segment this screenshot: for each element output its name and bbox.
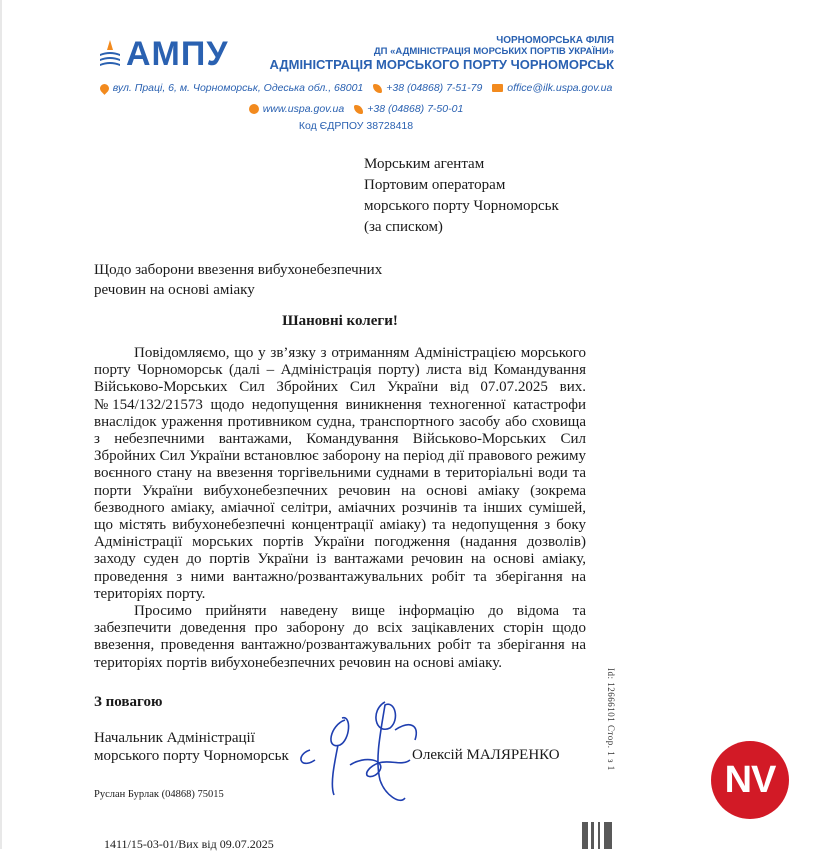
nv-watermark-logo [711, 741, 789, 819]
addressee-line-3: морського порту Чорноморськ [364, 198, 559, 214]
position-line-2: морського порту Чорноморськ [94, 748, 289, 764]
addressee-line-4: (за списком) [364, 219, 443, 235]
phone2-item [354, 103, 463, 115]
mail-icon [492, 84, 503, 92]
greeting: Шановні колеги! [282, 313, 398, 329]
regards: З повагою [94, 694, 163, 710]
nv-watermark-text: NV [724, 758, 776, 801]
website-item[interactable] [249, 103, 345, 115]
address-item [100, 82, 364, 94]
addressee-line-2: Портовим операторам [364, 177, 506, 193]
position-line-1: Начальник Адміністрації [94, 730, 255, 746]
subject-line-1: Щодо заборони ввезення вибухонебезпечних [94, 262, 383, 278]
letter-body [94, 345, 586, 672]
email-text[interactable]: office@ilk.uspa.gov.ua [507, 82, 613, 94]
globe-icon [249, 104, 259, 114]
executor-info: Руслан Бурлак (04868) 75015 [94, 789, 224, 800]
phone2-text: +38 (04868) 7-50-01 [367, 103, 464, 115]
subject-line-2: речовин на основі аміаку [94, 282, 255, 298]
logo-text: АМПУ [126, 35, 229, 73]
page-edge-line [0, 0, 2, 849]
org-line-3: АДМІНІСТРАЦІЯ МОРСЬКОГО ПОРТУ ЧОРНОМОРСЬК [269, 57, 614, 72]
email-item[interactable] [492, 82, 612, 94]
phone1-text: +38 (04868) 7-51-79 [386, 82, 483, 94]
addressee-block [364, 154, 559, 238]
edrpou-code: Код ЄДРПОУ 38728418 [298, 120, 414, 132]
phone1-item [373, 82, 482, 94]
letter-subject [94, 260, 382, 300]
outgoing-number: 1411/15-03-01/Вих від 09.07.2025 [104, 837, 274, 851]
signer-position [94, 729, 289, 765]
contact-row-1 [96, 80, 616, 96]
lighthouse-logo-icon [98, 38, 122, 70]
organization-name [269, 35, 614, 72]
ampu-logo [98, 35, 229, 73]
document-id-mark: Id: 12666101 Стор. 1 з 1 [606, 668, 616, 771]
signer-name: Олексій МАЛЯРЕНКО [412, 747, 560, 763]
org-line-2: ДП «АДМІНІСТРАЦІЯ МОРСЬКИХ ПОРТІВ УКРАЇНИ» [373, 46, 614, 57]
location-pin-icon [98, 82, 111, 95]
phone-icon [373, 84, 382, 93]
contact-block [96, 80, 616, 132]
phone-icon [354, 105, 363, 114]
body-paragraph-1: Повідомляємо, що у зв’язку з отриманням Адміністрацією морського порту Чорноморськ (далі – Адміністрація порту) листа від Командування Військово-Морських Сил Збройних Сил України від 07.07.2025 вих. №154/132/21573 щодо недопущення виникнення техногенної катастрофи внаслідок ураження противником судна, транспортного засобу або сховища з небезпечними вантажами, Командування Військово-Морських Сил Збройних Сил України встановлює заборону на період дії правового режиму воєнного стану на ввезення торгівельними суднами в територіальні води та порти України вибухонебезпечних речовин на основі аміаку (зокрема безводного аміаку, аміачної селітри, аміачних розчинів та інших сумішей, що містять вибухонебезпечні концентрації аміаку) та недопущення з боку Адміністрації морських портів України погодження (надання дозволів) заходу суден до портів України із вантажами речовин на основі аміаку, проведення з ними вантажно/розвантажувальних робіт та зберігання на територіях порту. [94, 345, 586, 602]
contact-row-2 [96, 101, 616, 117]
qr-code-icon [582, 822, 612, 849]
address-text: вул. Праці, 6, м. Чорноморськ, Одеська обл., 68001 [112, 82, 364, 94]
body-paragraph-2: Просимо прийняти наведену вище інформацію до відома та забезпечити доведення про заборону до всіх зацікавлених сторін щодо ввезення, проведення вантажно/розвантажувальних робіт та зберігання на територіях портів вибухонебезпечних речовин на основі аміаку. [94, 603, 586, 671]
addressee-line-1: Морським агентам [364, 156, 485, 172]
website-text[interactable]: www.uspa.gov.ua [262, 103, 345, 115]
org-line-1: ЧОРНОМОРСЬКА ФІЛІЯ [496, 35, 614, 46]
